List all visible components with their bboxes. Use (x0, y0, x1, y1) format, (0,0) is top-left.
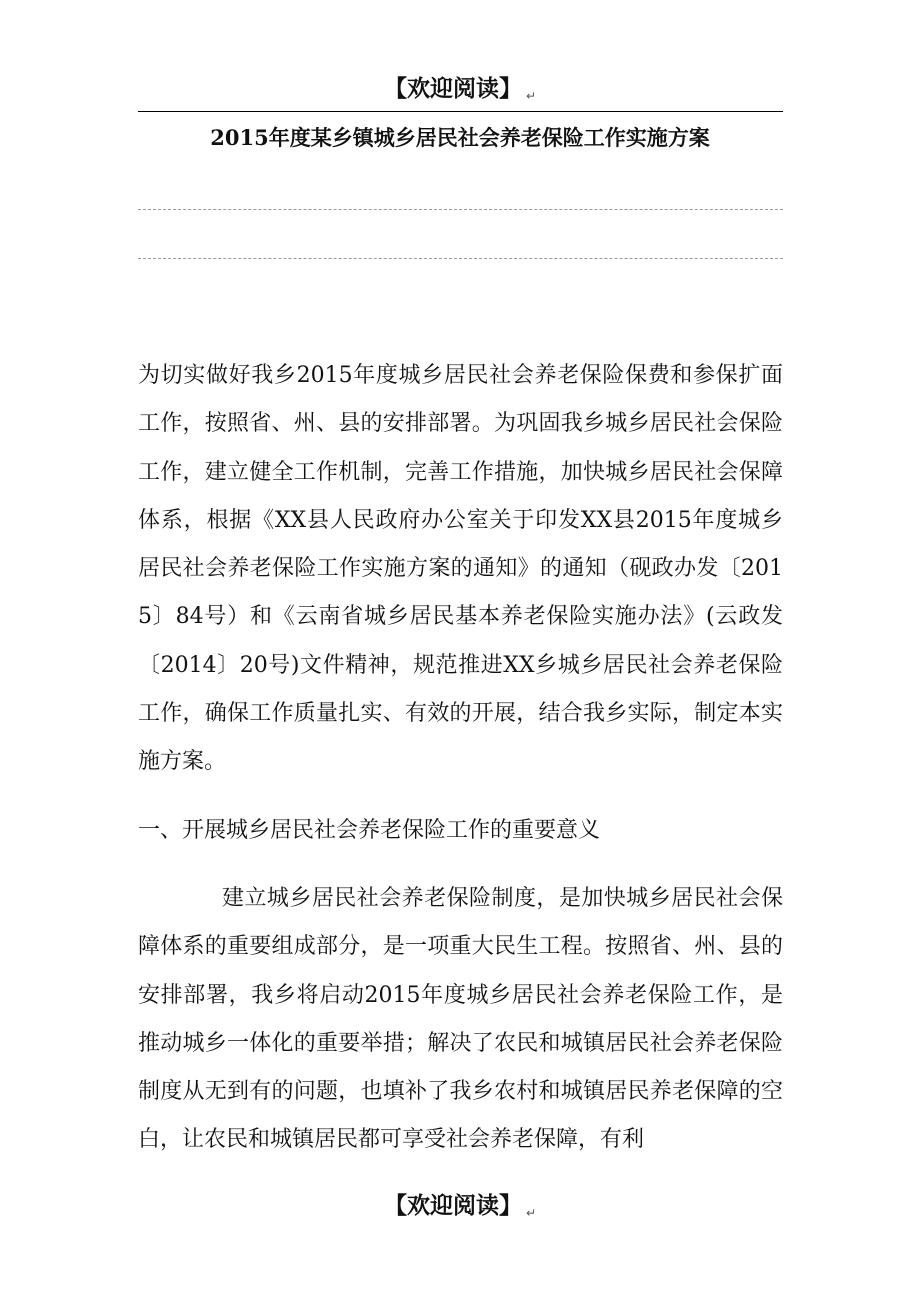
footer-banner (0, 1191, 920, 1228)
section-heading: 一、开展城乡居民社会养老保险工作的重要意义 (138, 818, 601, 843)
paragraph-mark-icon: ↵ (525, 89, 537, 103)
dashed-divider (138, 209, 783, 210)
intro-paragraph: 为切实做好我乡2015年度城乡居民社会养老保险保费和参保扩面工作，按照省、州、县的安排部署。为巩固我乡城乡居民社会保险工作，建立健全工作机制，完善工作措施，加快城乡居民社会保障体系，根据《XX县人民政府办公室关于印发XX县2015年度城乡居民社会养老保险工作实施方案的通知》的通知（砚政办发〔2015〕84号）和《云南省城乡居民基本养老保险实施办法》(云政发〔2014〕20号)文件精神，规范推进XX乡城乡居民社会养老保险工作，确保工作质量扎实、有效的开展，结合我乡实际，制定本实施方案。 (138, 363, 783, 775)
paragraph-mark-icon: ↵ (525, 1206, 537, 1220)
header-banner (0, 74, 920, 111)
header-divider (138, 111, 783, 112)
document-title: 2015年度某乡镇城乡居民社会养老保险工作实施方案 (210, 125, 710, 150)
header-banner-text: 【欢迎阅读】 (383, 76, 522, 102)
footer-banner-text: 【欢迎阅读】 (383, 1193, 522, 1219)
dashed-divider (138, 258, 783, 259)
section-paragraph: 建立城乡居民社会养老保险制度，是加快城乡居民社会保障体系的重要组成部分，是一项重大民生工程。按照省、州、县的安排部署，我乡将启动2015年度城乡居民社会养老保险工作，是推动城乡一体化的重要举措；解决了农民和城镇居民社会养老保险制度从无到有的问题，也填补了我乡农村和城镇居民养老保障的空白，让农民和城镇居民都可享受社会养老保障，有利 (138, 886, 783, 1153)
